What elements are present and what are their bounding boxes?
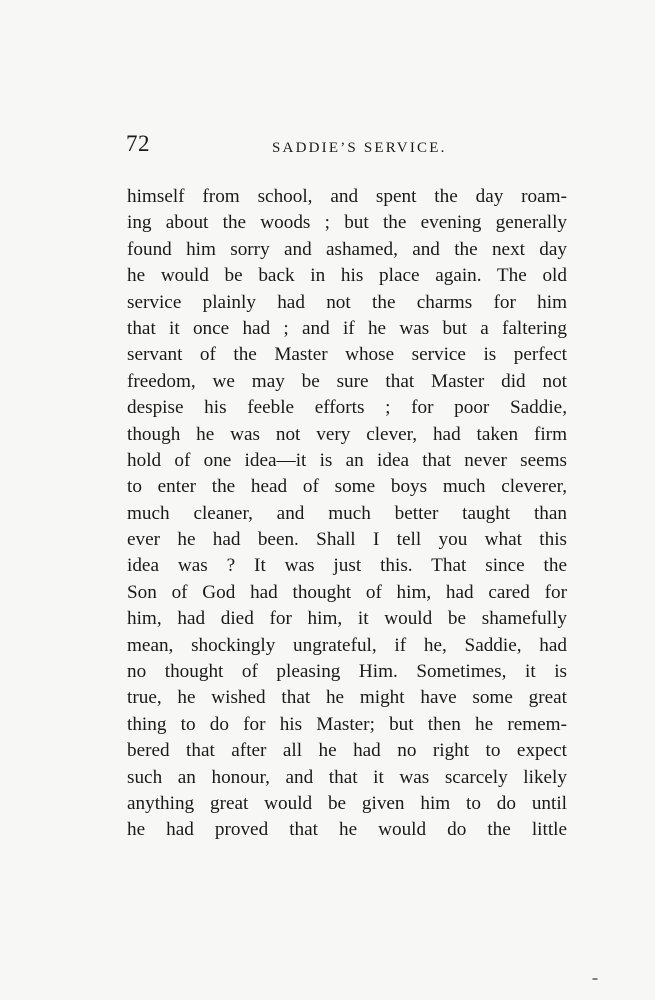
text-line: no thought of pleasing Him. Sometimes, it is [127,661,567,683]
text-line: service plainly had not the charms for him [127,291,567,313]
text-line: freedom, we may be sure that Master did not [127,370,567,392]
text-line: anything great would be given him to do until [127,792,567,814]
text-line: he would be back in his place again. The old [127,265,567,287]
text-line: thing to do for his Master; but then he remem- [127,713,567,735]
running-head: SADDIE’S SERVICE. [272,140,447,156]
text-line: servant of the Master whose service is perfect [127,344,567,366]
text-line: mean, shockingly ungrateful, if he, Saddie, had [127,634,567,656]
text-line: found him sorry and ashamed, and the next day [127,238,567,260]
text-line: such an honour, and that it was scarcely likely [127,766,567,788]
text-line: him, had died for him, it would be shamefully [127,608,567,630]
text-line: hold of one idea—it is an idea that never seems [127,449,567,471]
paper-speck [592,978,598,980]
body-text [127,184,567,844]
text-line: himself from school, and spent the day roam- [127,186,567,207]
text-line: ing about the woods ; but the evening generally [127,212,567,234]
text-line: to enter the head of some boys much cleverer, [127,476,567,498]
page-number: 72 [126,131,150,156]
text-line: bered that after all he had no right to expect [127,740,567,762]
text-line: despise his feeble efforts ; for poor Saddie, [127,397,567,419]
text-line: much cleaner, and much better taught than [127,502,567,524]
text-line: he had proved that he would do the little [127,819,567,841]
text-line: Son of God had thought of him, had cared for [127,581,567,603]
page-header [126,130,566,166]
text-line: though he was not very clever, had taken firm [127,423,567,445]
text-line: true, he wished that he might have some great [127,687,567,709]
text-line: ever he had been. Shall I tell you what this [127,529,567,551]
text-line: idea was ? It was just this. That since the [127,555,567,577]
text-line: that it once had ; and if he was but a faltering [127,317,567,339]
